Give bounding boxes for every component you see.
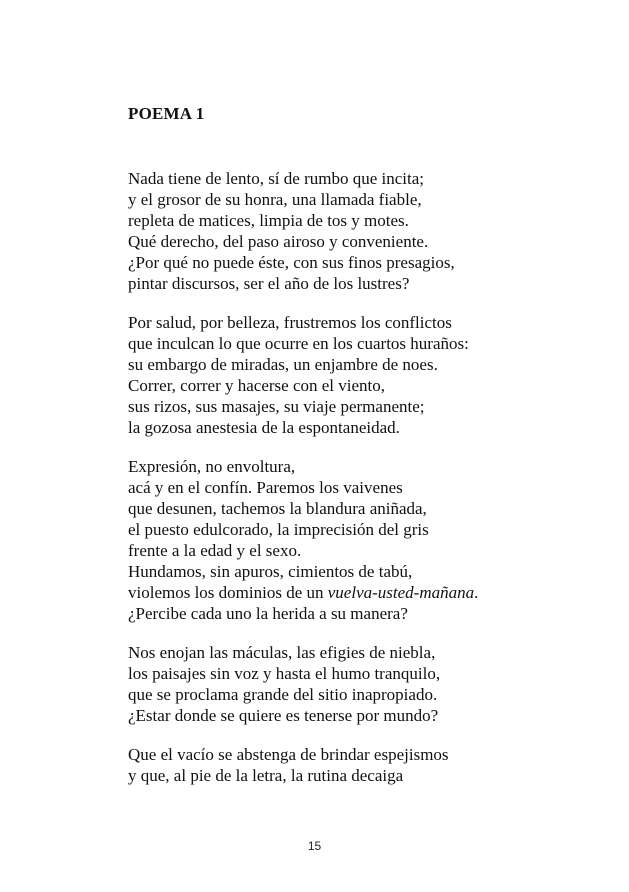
poem-line: Nos enojan las máculas, las efigies de niebla, [128,643,436,662]
poem-line: Que el vacío se abstenga de brindar espejismos [128,745,449,764]
poem-line: Por salud, por belleza, frustremos los conflictos [128,313,452,332]
poem-line: y que, al pie de la letra, la rutina decaiga [128,766,404,785]
poem-line: frente a la edad y el sexo. [128,541,302,560]
poem-line: que inculcan lo que ocurre en los cuartos huraños: [128,334,469,353]
poem-line: ¿Por qué no puede éste, con sus finos presagios, [128,253,455,272]
line-punctuation: . [474,583,479,602]
poem-line: ¿Estar donde se quiere es tenerse por mundo? [128,706,439,725]
poem-line: el puesto edulcorado, la imprecisión del gris [128,520,429,539]
page-number: 15 [307,839,322,853]
poem-line-with-italic [128,582,598,603]
poem-line: repleta de matices, limpia de tos y motes. [128,211,409,230]
poem-line: acá y en el confín. Paremos los vaivenes [128,478,403,497]
poem-line: sus rizos, sus masajes, su viaje permanente; [128,397,425,416]
poem-line: que se proclama grande del sitio inapropiado. [128,685,438,704]
poem-line: Nada tiene de lento, sí de rumbo que incita; [128,169,424,188]
poem-line: que desunen, tachemos la blandura aniñada, [128,499,427,518]
poem-body [128,168,598,804]
poem-line: su embargo de miradas, un enjambre de noes. [128,355,438,374]
poem-line: Qué derecho, del paso airoso y conveniente. [128,232,429,251]
poem-line: los paisajes sin voz y hasta el humo tranquilo, [128,664,441,683]
stanza-2 [128,312,598,438]
poem-line: pintar discursos, ser el año de los lustres? [128,274,410,293]
poem-line: ¿Percibe cada uno la herida a su manera? [128,604,408,623]
poem-line: Hundamos, sin apuros, cimientos de tabú, [128,562,413,581]
poem-line: Expresión, no envoltura, [128,457,296,476]
stanza-5 [128,744,598,786]
poem-line: la gozosa anestesia de la espontaneidad. [128,418,400,437]
poem-line: Correr, correr y hacerse con el viento, [128,376,386,395]
italic-phrase: vuelva-usted-mañana [327,583,475,602]
stanza-4 [128,642,598,726]
line-text: violemos los dominios de un [128,583,324,602]
poem-title: POEMA 1 [128,104,205,123]
stanza-3 [128,456,598,624]
stanza-1 [128,168,598,294]
poem-line: y el grosor de su honra, una llamada fiable, [128,190,422,209]
